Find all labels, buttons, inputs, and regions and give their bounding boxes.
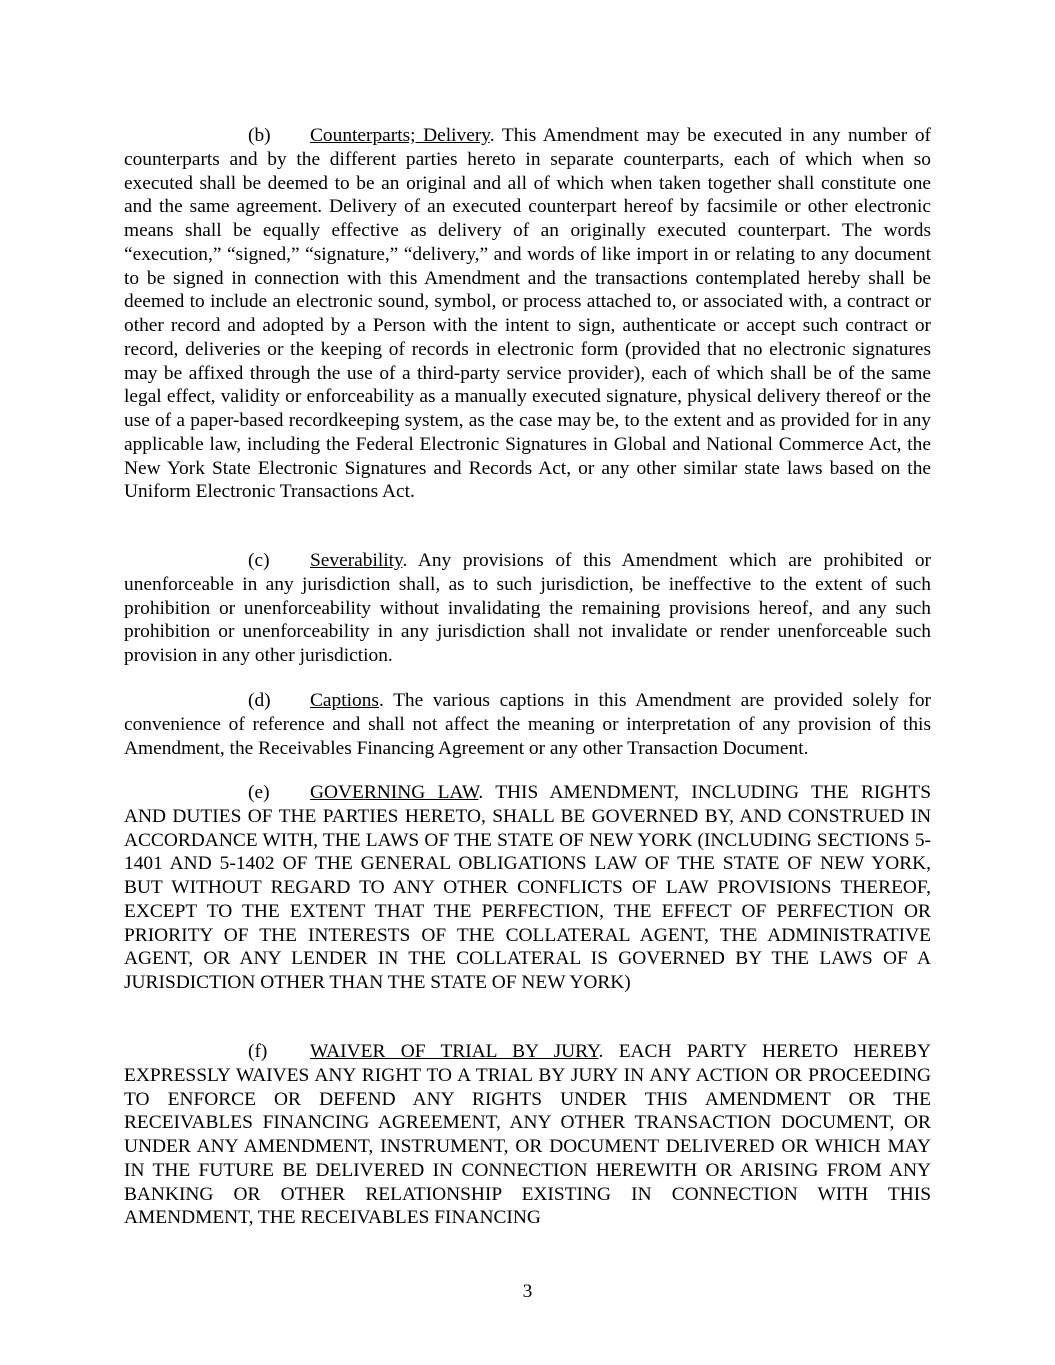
section-text: . THIS AMENDMENT, INCLUDING THE RIGHTS AND DUTIES OF THE PARTIES HERETO, SHALL BE GOVERNED BY, AND CONSTRUED IN ACCORDANCE WITH, THE LAWS OF THE STATE OF NEW YORK (INCLUDING SECTIONS 5-1401 AND 5-1402 OF THE GENERAL OBLIGATIONS LAW OF THE STATE OF NEW YORK, BUT WITHOUT REGARD TO ANY OTHER CONFLICTS OF LAW PROVISIONS THEREOF, EXCEPT TO THE EXTENT THAT THE PERFECTION, THE EFFECT OF PERFECTION OR PRIORITY OF THE INTERESTS OF THE COLLATERAL AGENT, THE ADMINISTRATIVE AGENT, OR ANY LENDER IN THE COLLATERAL IS GOVERNED BY THE LAWS OF A JURISDICTION OTHER THAN THE STATE OF NEW YORK) bbox=[124, 782, 931, 993]
section-text: . Any provisions of this Amendment which are prohibited or unenforceable in any jurisdiction shall, as to such jurisdiction, be ineffective to the extent of such prohibition or unenforceability without invalidating the remaining provisions hereof, and any such prohibition or unenforceability in any jurisdiction shall not invalidate or render unenforceable such provision in any other jurisdiction. bbox=[124, 550, 931, 666]
section-caption: Severability bbox=[310, 550, 403, 571]
section-caption: WAIVER OF TRIAL BY JURY bbox=[310, 1041, 599, 1062]
page-number: 3 bbox=[522, 1281, 533, 1302]
section-label: (c) bbox=[248, 550, 270, 571]
section-label: (b) bbox=[248, 125, 271, 146]
section-e-governing-law bbox=[124, 781, 931, 995]
section-text: . EACH PARTY HERETO HEREBY EXPRESSLY WAIVES ANY RIGHT TO A TRIAL BY JURY IN ANY ACTION OR PROCEEDING TO ENFORCE OR DEFEND ANY RIGHTS UNDER THIS AMENDMENT OR THE RECEIVABLES FINANCING AGREEMENT, ANY OTHER TRANSACTION DOCUMENT, OR UNDER ANY AMENDMENT, INSTRUMENT, OR DOCUMENT DELIVERED OR WHICH MAY IN THE FUTURE BE DELIVERED IN CONNECTION HEREWITH OR ARISING FROM ANY BANKING OR OTHER RELATIONSHIP EXISTING IN CONNECTION WITH THIS AMENDMENT, THE RECEIVABLES FINANCING bbox=[124, 1041, 931, 1229]
section-caption: Counterparts; Delivery bbox=[310, 125, 490, 146]
section-text: . The various captions in this Amendment are provided solely for convenience of reference and shall not affect the meaning or interpretation of any provision of this Amendment, the Receivables Financing Agreement or any other Transaction Document. bbox=[124, 690, 931, 759]
section-label: (d) bbox=[248, 690, 271, 711]
section-label: (e) bbox=[248, 782, 270, 803]
section-c-severability bbox=[124, 549, 931, 668]
section-text: . This Amendment may be executed in any number of counterparts and by the different parties hereto in separate counterparts, each of which when so executed shall be deemed to be an original and all of which when taken together shall constitute one and the same agreement. Delivery of an executed counterpart hereof by facsimile or other electronic means shall be equally effective as delivery of an originally executed counterpart. The words “execution,” “signed,” “signature,” “delivery,” and words of like import in or relating to any document to be signed in connection with this Amendment and the transactions contemplated hereby shall be deemed to include an electronic sound, symbol, or process attached to, or associated with, a contract or other record and adopted by a Person with the intent to sign, authenticate or accept such contract or record, deliveries or the keeping of records in electronic form (provided that no electronic signatures may be affixed through the use of a third-party service provider), each of which shall be of the same legal effect, validity or enforceability as a manually executed signature, physical delivery thereof or the use of a paper-based recordkeeping system, as the case may be, to the extent and as provided for in any applicable law, including the Federal Electronic Signatures in Global and National Commerce Act, the New York State Electronic Signatures and Records Act, or any other similar state laws based on the Uniform Electronic Transactions Act. bbox=[124, 125, 932, 503]
section-caption: GOVERNING LAW bbox=[310, 782, 479, 803]
section-d-captions bbox=[124, 689, 931, 760]
section-caption: Captions bbox=[310, 690, 379, 711]
section-f-jury-waiver bbox=[124, 1040, 931, 1230]
section-label: (f) bbox=[248, 1041, 268, 1062]
section-b-counterparts bbox=[124, 124, 931, 504]
